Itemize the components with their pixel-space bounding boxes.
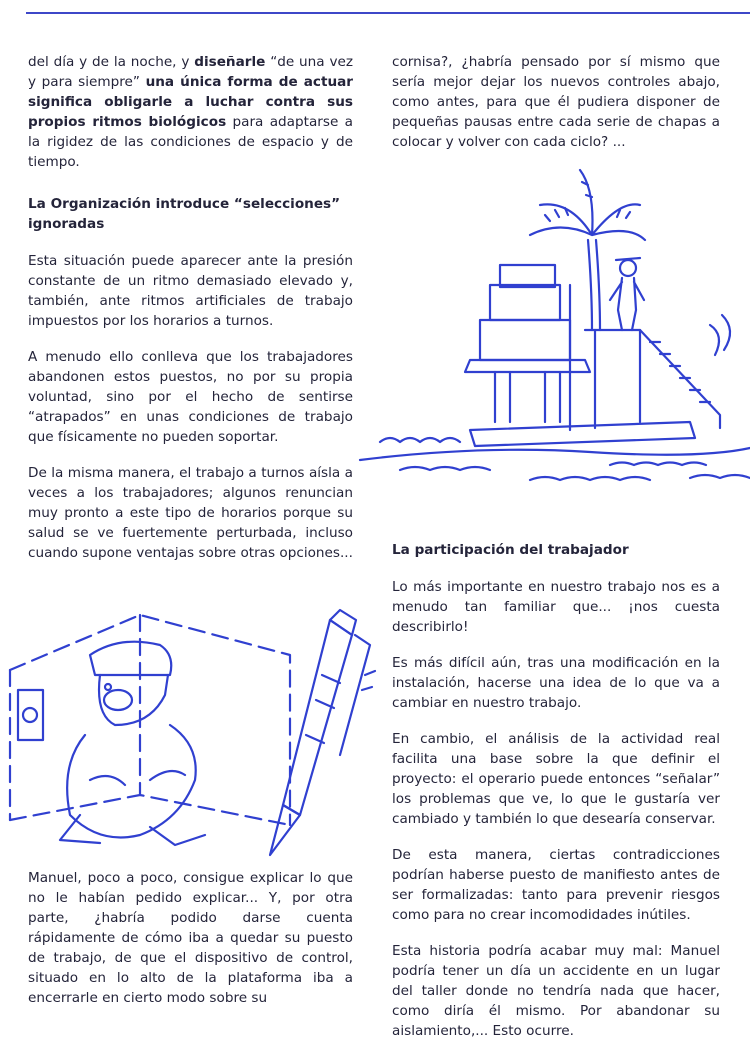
left-column-bottom (28, 868, 353, 1024)
paragraph: Lo más importante en nuestro trabajo nos es a menudo tan familiar que... ¡nos cuesta describirlo! (392, 579, 720, 635)
right-column-bottom (392, 540, 720, 1057)
paragraph: De esta manera, ciertas contradicciones podrían haberse puesto de manifiesto antes de ser formalizadas: tanto para prevenir riesgos como para no crear incomodidades inútiles. (392, 847, 720, 923)
paragraph: Es más difícil aún, tras una modificación en la instalación, hacerse una idea de lo que va a cambiar en nuestro trabajo. (392, 655, 720, 711)
section-heading-participacion: La participación del trabajador (392, 542, 629, 558)
paragraph: Manuel, poco a poco, consigue explicar lo que no le habían pedido explicar... Y, por otra parte, ¿habría podido darse cuenta rápidamente de cómo iba a quedar su puesto de trabajo, de que el dispositivo de control, situado en lo alto de la plataforma iba a encerrarle en cierto modo sobre su (28, 870, 353, 1006)
paragraph: del día y de la noche, y diseñarle “de una vez y para siempre” una única forma de actuar significa obligarle a luchar contra sus propios ritmos biológicos para adaptarse a la rigidez de las condiciones de espacio y de tiempo. (28, 54, 353, 170)
island-platform-illustration (360, 160, 750, 490)
paragraph: A menudo ello conlleva que los trabajadores abandonen estos puestos, no por su propia voluntad, sino por el hecho de sentirse “atrapados” en unas condiciones de trabajo que físicamente no pueden soportar. (28, 349, 353, 445)
left-column-top (28, 52, 353, 579)
section-heading-organizacion: La Organización introduce “selecciones” ignoradas (28, 196, 341, 232)
top-rule (26, 12, 750, 14)
right-column-top (392, 52, 720, 168)
trapped-worker-illustration (0, 565, 380, 860)
paragraph: cornisa?, ¿habría pensado por sí mismo que sería mejor dejar los nuevos controles abajo, como antes, para que él pudiera disponer de pequeñas pausas entre cada serie de chapas a colocar y volver con cada ciclo? ... (392, 54, 720, 150)
paragraph: En cambio, el análisis de la actividad real facilita una base sobre la que definir el proyecto: el operario puede entonces “señalar” los problemas que ve, lo que le gustaría ver cambiado y también lo que desearía conservar. (392, 731, 720, 827)
paragraph: Esta situación puede aparecer ante la presión constante de un ritmo demasiado elevado y, también, ante ritmos artificiales de trabajo impuestos por los horarios a turnos. (28, 253, 353, 329)
paragraph: Esta historia podría acabar muy mal: Manuel podría tener un día un accidente en un lugar del taller donde no tendría nada que hacer, como diría él mismo. Por abandonar su aislamiento,... Esto ocurre. (392, 943, 720, 1039)
paragraph: De la misma manera, el trabajo a turnos aísla a veces a los trabajadores; algunos renuncian muy pronto a este tipo de horarios porque su salud se ve fuertemente perturbada, incluso cuando supone ventajas sobre otras opciones... (28, 465, 353, 561)
